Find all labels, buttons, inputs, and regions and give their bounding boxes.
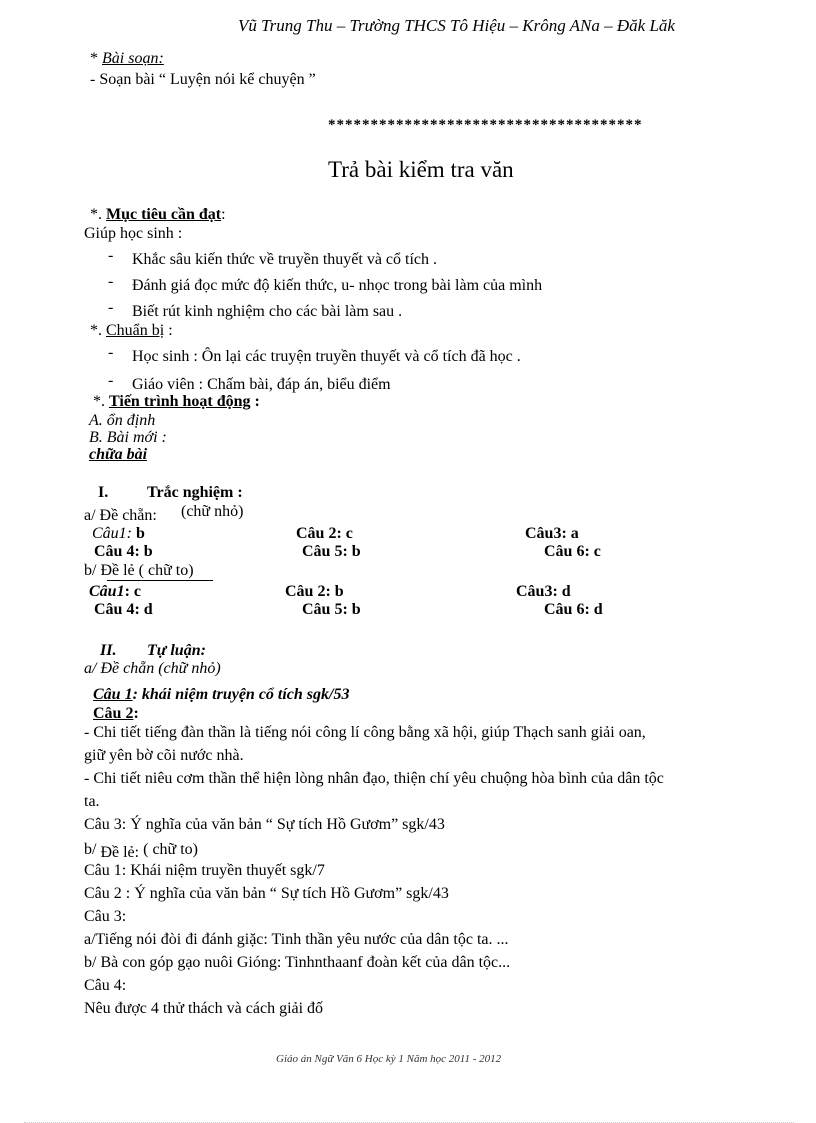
cau1-label: Câu 1 — [93, 686, 133, 703]
answer-label: Câu 2: — [285, 583, 331, 600]
muc-tieu-label: Mục tiêu cần đạt — [106, 206, 222, 223]
essay-line: Câu 3: Ý nghĩa của văn bản “ Sự tích Hồ Gươm” sgk/43 — [84, 816, 445, 833]
cau1-text: : khái niệm truyện cổ tích sgk/53 — [132, 686, 350, 703]
answer-chan-3 — [525, 524, 579, 543]
answer-value: b — [351, 601, 361, 618]
separator-stars: ************************************* — [328, 117, 643, 133]
answer-le-6 — [544, 600, 603, 619]
answer-value: c — [593, 543, 601, 560]
cau2-label: Câu 2 — [93, 705, 134, 722]
answer-label: Câu3: — [516, 583, 558, 600]
cau1-line — [93, 685, 349, 704]
essay-le-line: Câu 3: — [84, 908, 127, 925]
de-chan-note: (chữ nhỏ) — [181, 503, 244, 520]
de-le-note: ( chữ to) — [143, 841, 198, 858]
trac-nghiem-num: I. — [98, 484, 109, 501]
answer-chan-5 — [302, 542, 361, 561]
essay-le-line: Câu 1: Khái niệm truyền thuyết sgk/7 — [84, 862, 325, 879]
chuan-bi-item: Giáo viên : Chấm bài, đáp án, biểu điểm — [132, 376, 391, 393]
muc-tieu-item: Biết rút kinh nghiệm cho các bài làm sau . — [132, 303, 403, 320]
trac-nghiem-heading: Trắc nghiệm : — [147, 484, 243, 501]
answer-label: Câu1 — [89, 583, 125, 600]
tien-trinh-heading — [93, 392, 260, 411]
answer-label: Câu 5: — [302, 601, 348, 618]
essay-line: ta. — [84, 793, 100, 810]
answer-chan-2 — [296, 524, 353, 543]
on-dinh-line: A. ổn định — [89, 412, 156, 429]
muc-tieu-item: Đánh giá đọc mức độ kiến thức, u- nhọc trong bài làm của mình — [132, 277, 543, 294]
answer-label: Câu 6: — [544, 601, 590, 618]
de-le-underline — [107, 561, 213, 581]
answer-label: Câu 4: — [94, 543, 140, 560]
muc-tieu-heading — [90, 205, 226, 224]
essay-le-line: Nêu được 4 thử thách và cách giải đố — [84, 1000, 324, 1017]
page-header: Vũ Trung Thu – Trường THCS Tô Hiệu – Krông ANa – Đăk Lăk — [238, 16, 675, 35]
essay-le-line: a/Tiếng nói đòi đi đánh giặc: Tinh thần yêu nước của dân tộc ta. ... — [84, 931, 509, 948]
answer-chan-4 — [94, 542, 153, 561]
page-footer: Giáo án Ngữ Văn 6 Học kỳ 1 Năm học 2011 - 2012 — [276, 1053, 502, 1065]
bai-soan-item: - Soạn bài “ Luyện nói kể chuyện ” — [90, 71, 316, 88]
muc-tieu-suffix: : — [221, 206, 226, 223]
chuan-bi-label: Chuẩn bị — [106, 322, 165, 339]
answer-chan-1 — [92, 524, 145, 543]
tien-trinh-prefix: *. — [93, 393, 105, 410]
de-chan-prefix: a/ — [84, 507, 96, 524]
muc-tieu-intro: Giúp học sinh : — [84, 225, 183, 242]
de-le-label: Đề lẻ: — [100, 844, 140, 861]
answer-le-3 — [516, 582, 571, 601]
muc-tieu-prefix: *. — [90, 206, 102, 223]
answer-label: Câu 5: — [302, 543, 348, 560]
tien-trinh-label: Tiến trình hoạt động — [109, 393, 251, 410]
answer-value: b — [334, 583, 344, 600]
bai-moi-line: B. Bài mới : — [89, 429, 167, 446]
answer-label: Câu 2: — [296, 525, 342, 542]
answer-value: b — [351, 543, 361, 560]
bullet-dash: - — [108, 273, 114, 290]
essay-le-line: b/ Bà con góp gạo nuôi Gióng: Tinhnthaanf đoàn kết của dân tộc... — [84, 954, 511, 971]
bullet-dash: - — [108, 372, 114, 389]
bai-soan-label: Bài soạn: — [102, 50, 164, 67]
answer-value: d — [143, 601, 153, 618]
chuan-bi-prefix: *. — [90, 322, 102, 339]
chua-bai-label: chữa bài — [89, 446, 148, 463]
essay-line: - Chi tiết niêu cơm thần thể hiện lòng nhân đạo, thiện chí yêu chuộng hòa bình của dân tộc — [84, 770, 664, 787]
essay-line: - Chi tiết tiếng đàn thần là tiếng nói công lí công bằng xã hội, giúp Thạch sanh giải oan, — [84, 724, 646, 741]
tien-trinh-suffix: : — [250, 393, 260, 410]
page-title: Trả bài kiểm tra văn — [328, 157, 514, 182]
cau2-line — [93, 704, 139, 723]
essay-line: giữ yên bờ cõi nước nhà. — [84, 747, 244, 764]
muc-tieu-item: Khắc sâu kiến thức về truyền thuyết và cổ tích . — [132, 251, 438, 268]
bai-soan-heading — [90, 49, 164, 68]
bullet-dash: - — [108, 299, 114, 316]
tu-luan-heading: Tự luận: — [147, 642, 206, 659]
answer-le-4 — [94, 600, 153, 619]
chuan-bi-suffix: : — [164, 322, 173, 339]
answer-value: d — [561, 583, 571, 600]
answer-le-2 — [285, 582, 344, 601]
chuan-bi-item: Học sinh : Ôn lại các truyện truyền thuyết và cổ tích đã học . — [132, 348, 521, 365]
tu-luan-num: II. — [100, 642, 117, 659]
essay-le-line: Câu 2 : Ý nghĩa của văn bản “ Sự tích Hồ Gươm” sgk/43 — [84, 885, 449, 902]
answer-label: Câu1: — [92, 525, 132, 542]
answer-label: Câu 4: — [94, 601, 140, 618]
answer-value: b — [143, 543, 153, 560]
de-chan-heading — [84, 506, 157, 525]
answer-le-5 — [302, 600, 361, 619]
de-chan-label: Đề chẵn: — [99, 507, 157, 524]
answer-value: : c — [124, 583, 142, 600]
bai-soan-star: * — [90, 50, 98, 67]
answer-value: b — [136, 525, 145, 542]
answer-value: c — [345, 525, 353, 542]
de-le-essay-heading — [84, 840, 198, 859]
bullet-dash: - — [108, 344, 114, 361]
de-le-heading: b/ Đề lẻ ( chữ to) — [84, 562, 194, 579]
cau2-suffix: : — [133, 705, 139, 722]
answer-label: Câu3: — [525, 525, 567, 542]
answer-value: a — [570, 525, 579, 542]
answer-chan-6 — [544, 542, 601, 561]
answer-value: d — [593, 601, 603, 618]
chuan-bi-heading — [90, 321, 173, 340]
essay-le-line: Câu 4: — [84, 977, 127, 994]
tu-luan-chan-label: a/ Đề chẵn (chữ nhỏ) — [84, 660, 221, 677]
bullet-dash: - — [108, 247, 114, 264]
answer-le-1 — [89, 582, 141, 601]
de-le-prefix: b/ — [84, 841, 97, 858]
answer-label: Câu 6: — [544, 543, 590, 560]
